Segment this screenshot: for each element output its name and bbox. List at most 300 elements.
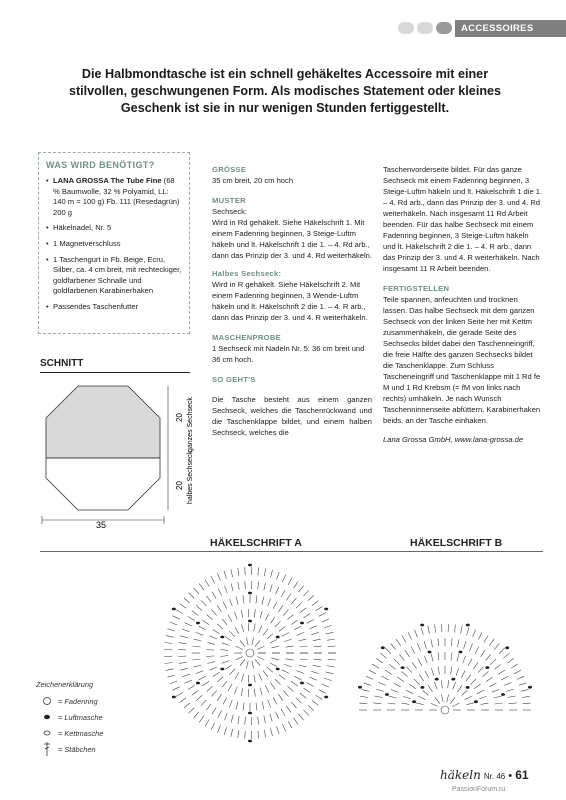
stitch-mark <box>309 677 316 680</box>
chain-dot <box>459 651 463 654</box>
stitch-mark <box>314 659 322 660</box>
stitch-mark <box>270 640 277 644</box>
stitch-mark <box>461 626 463 634</box>
chain-dot <box>501 693 505 696</box>
stitch-mark <box>205 580 209 587</box>
stitch-mark <box>241 688 243 696</box>
stitch-mark <box>461 671 465 678</box>
stitch-mark <box>294 676 301 680</box>
stitch-mark <box>438 652 439 660</box>
legend-row <box>36 725 103 741</box>
stitch-mark <box>326 672 334 674</box>
chain-dot <box>276 668 280 671</box>
stitch-mark <box>451 638 452 646</box>
stitch-mark <box>271 683 276 690</box>
stitch-mark <box>374 696 382 698</box>
stitch-mark <box>294 718 299 725</box>
stitch-mark <box>258 567 259 575</box>
stitch-mark <box>435 625 436 633</box>
stitch-mark <box>168 629 176 631</box>
stitch-mark <box>199 716 204 723</box>
stitch-mark <box>265 686 269 693</box>
stitch-mark <box>522 696 530 697</box>
stitch-mark <box>185 623 192 626</box>
stitch-mark <box>462 690 468 695</box>
stitch-mark <box>279 627 285 632</box>
stitch-mark <box>307 683 314 687</box>
stitch-mark <box>521 689 529 691</box>
stitch-mark <box>489 683 496 687</box>
chain-dot <box>324 696 328 699</box>
legend-row <box>36 709 103 725</box>
stitch-mark <box>458 685 463 692</box>
diagram-b-title: HÄKELSCHRIFT B <box>410 537 503 549</box>
stitch-mark <box>206 650 214 651</box>
stitch-mark <box>241 674 243 682</box>
page-footer <box>440 768 529 782</box>
chain-dot <box>196 682 200 685</box>
stitch-mark <box>268 599 271 606</box>
chain-dot <box>300 682 304 685</box>
stitch-mark <box>264 568 266 576</box>
stitch-mark <box>477 690 484 694</box>
stitch-mark <box>188 617 195 621</box>
dot-icon <box>436 22 452 34</box>
half-hexagon-label: halbes Sechseck <box>187 451 194 504</box>
stitch-mark <box>170 681 178 684</box>
stitch-mark <box>246 637 248 645</box>
stitch-mark <box>291 702 296 708</box>
issue-number: Nr. 46 <box>483 772 506 781</box>
stitch-mark <box>409 684 416 689</box>
stitch-mark <box>225 637 232 641</box>
stitch-mark <box>236 702 238 710</box>
stitch-mark <box>222 619 227 625</box>
chain-dot <box>385 693 389 696</box>
stitch-mark <box>282 575 285 582</box>
stitch-mark <box>231 569 233 577</box>
stitch-mark <box>379 682 386 685</box>
stitch-mark <box>308 595 314 600</box>
chain-dot <box>220 636 224 639</box>
stitch-mark <box>189 593 195 599</box>
dot-icon <box>398 22 414 34</box>
stitch-mark <box>360 696 368 697</box>
stitch-mark <box>486 677 493 682</box>
stitch-mark <box>482 672 488 677</box>
stitch-mark <box>287 686 293 691</box>
stitch-mark <box>291 598 296 604</box>
stitch-mark <box>481 650 485 657</box>
stitch-mark <box>224 727 226 735</box>
stitch-mark <box>180 698 187 703</box>
stitch-mark <box>240 641 245 647</box>
chart-a-symbols <box>164 564 336 743</box>
stitch-mark <box>486 654 491 660</box>
stitch-mark <box>319 690 326 694</box>
stitch-mark <box>284 664 292 667</box>
stitch-mark <box>376 658 382 663</box>
stitch-mark <box>466 674 471 681</box>
stitch-mark <box>297 632 304 635</box>
height-label-bottom: 20 <box>175 481 184 490</box>
stitch-mark <box>257 646 264 649</box>
stitch-mark <box>373 703 381 704</box>
stitch-mark <box>176 693 183 697</box>
stitch-mark <box>504 682 511 685</box>
stitch-mark <box>243 595 244 603</box>
stitch-mark <box>494 643 499 649</box>
stitch-mark <box>314 646 322 647</box>
legend-label: = Fadenring <box>58 696 98 706</box>
chain-dot <box>248 620 252 623</box>
stitch-mark <box>168 675 176 677</box>
stitch-mark <box>270 728 272 736</box>
stitch-mark <box>245 731 246 739</box>
diagram-a-title: HÄKELSCHRIFT A <box>210 537 302 549</box>
stitch-mark <box>225 713 228 721</box>
stitch-mark <box>206 656 214 657</box>
stitch-mark <box>277 572 280 580</box>
materials-title: WAS WIRD BENÖTIGT? <box>46 160 155 170</box>
stitch-mark <box>434 682 437 690</box>
stitch-mark <box>254 675 255 683</box>
stitch-mark <box>211 723 215 730</box>
legend-label: = Kettmasche <box>58 728 104 738</box>
stitch-mark <box>173 687 180 691</box>
chain-dot <box>300 622 304 625</box>
stitch-mark <box>291 620 298 625</box>
stitch-mark <box>194 588 199 594</box>
magic-ring-icon <box>36 696 58 706</box>
stitch-mark <box>327 666 335 667</box>
stitch-mark <box>425 671 429 678</box>
stitch-mark <box>385 670 392 674</box>
stitch-mark <box>276 587 279 594</box>
chain-dot <box>435 678 439 681</box>
stitch-mark <box>297 671 304 674</box>
stitch-mark <box>296 698 302 704</box>
stitch-mark <box>389 664 395 669</box>
stitch-mark <box>263 671 268 678</box>
stitch-mark <box>470 644 473 651</box>
stitch-mark <box>291 681 298 686</box>
stitch-mark <box>228 684 232 691</box>
stitch-mark <box>478 667 483 673</box>
chain-dot <box>401 666 405 669</box>
stitch-mark <box>234 612 237 619</box>
legend-title: Zeichenerklärung <box>36 680 94 689</box>
height-label-top: 20 <box>175 413 184 422</box>
stitch-mark <box>260 611 262 619</box>
stitch-mark <box>202 681 209 686</box>
stitch-mark <box>475 647 479 654</box>
stitch-mark <box>452 703 459 706</box>
stitch-mark <box>304 614 311 618</box>
stitch-mark <box>220 650 228 651</box>
stitch-mark <box>402 672 408 677</box>
chain-dot <box>172 696 176 699</box>
stitch-mark <box>258 731 259 739</box>
stitch-mark <box>431 639 433 647</box>
stitch-mark <box>277 726 280 734</box>
stitch-mark <box>276 712 279 719</box>
stitch-mark <box>254 689 255 697</box>
stitch-mark <box>246 661 248 669</box>
stitch-mark <box>416 703 424 705</box>
stitch-mark <box>328 659 336 660</box>
chain-dot <box>420 686 424 689</box>
stitch-mark <box>394 683 401 687</box>
chain-dot <box>381 646 385 649</box>
stitch-mark <box>210 667 217 670</box>
stitch-mark <box>406 690 413 694</box>
stitch-mark <box>362 689 370 691</box>
stitch-mark <box>519 683 527 686</box>
stitch-mark <box>402 703 410 704</box>
instructions-column-3 <box>383 164 543 445</box>
stitch-mark <box>199 676 206 680</box>
legend-row <box>36 693 103 709</box>
chain-dot <box>358 686 362 689</box>
stitch-mark <box>414 679 420 685</box>
stitch-mark <box>194 639 202 641</box>
double-crochet-icon <box>36 741 58 757</box>
stitch-mark <box>283 690 288 696</box>
stitch-mark <box>363 683 371 686</box>
stitch-mark <box>467 627 469 635</box>
stitch-mark <box>231 715 233 723</box>
stitch-mark <box>438 667 439 675</box>
schnitt-diagram <box>36 378 196 528</box>
stitch-mark <box>196 632 203 635</box>
stitch-mark <box>235 672 239 679</box>
stitch-mark <box>282 724 285 731</box>
stitch-mark <box>282 670 289 674</box>
stitch-mark <box>484 636 488 643</box>
stitch-mark <box>294 582 299 589</box>
stitch-mark <box>465 696 472 700</box>
stitch-mark <box>196 671 203 674</box>
stitch-mark <box>194 665 202 667</box>
stitch-mark <box>268 700 271 707</box>
stitch-mark <box>381 653 387 658</box>
stitch-mark <box>254 609 255 617</box>
stitch-mark <box>206 596 211 602</box>
stitch-mark <box>192 611 198 616</box>
finishing-text: Teile spannen, anfeuchten und trocknen lassen. Das halbe Sechseck mit dem ganzen Sechseck von der linken Seite her mit Kettm zusammenhäkeln, die gerade Seite des Sechsecks bildet dabei den Taschenneingriff, die freie Hälfte des ganzen Sechsecks bildet die Taschenklappe. Zum Schluss Tascheneingriff und Taschenklappe mit 1 Rd fe M und 1 Rd Krebsm (= fM von links nach rechts) umhäkeln. Je nach Wunsch Taschenninnenseite abfüttern. Karabinerhaken beids. an der Tasche einhaken. <box>383 295 541 425</box>
chain-dot <box>248 740 252 743</box>
stitch-mark <box>421 627 423 635</box>
width-label: 35 <box>96 520 107 528</box>
stitch-mark <box>205 720 209 727</box>
stitch-mark <box>499 648 505 654</box>
stitch-mark <box>207 643 215 645</box>
chain-dot <box>420 624 424 627</box>
page-number: 61 <box>515 768 529 782</box>
stitch-mark <box>270 714 272 722</box>
stitch-mark <box>241 610 243 618</box>
pattern-text-hexagon: Wird in Rd gehäkelt. Siehe Häkelschrift 1. Mit einem Fadenring beginnen, 3 Steige-Luftm häkeln und lt. Häkelschrift 1 die 1. – 4. Rd arb., dann das Prinzip der 3. und 4. Rd weiterhäkeln. <box>212 218 372 260</box>
stitch-mark <box>218 573 221 580</box>
stitch-mark <box>492 689 499 692</box>
stitch-mark <box>240 659 245 665</box>
stitch-mark <box>299 639 307 641</box>
watermark: PassionForum.ru <box>452 786 506 793</box>
stitch-mark <box>245 717 246 725</box>
stitch-mark <box>236 597 238 605</box>
stitch-mark <box>286 646 294 647</box>
stitch-mark <box>212 592 216 599</box>
chain-dot <box>248 564 252 567</box>
stitch-mark <box>217 624 223 629</box>
chain-dot <box>412 700 416 703</box>
legend-label: = Stäbchen <box>58 744 96 754</box>
stitch-mark <box>238 716 239 724</box>
stitch-mark <box>300 693 306 698</box>
stitch-mark <box>424 641 426 649</box>
stitch-mark <box>218 725 221 732</box>
stitch-mark <box>316 695 323 699</box>
stitch-mark <box>494 696 502 698</box>
stitch-mark <box>255 641 260 647</box>
stitch-mark <box>170 622 178 625</box>
stitch-mark <box>267 634 273 639</box>
stitch-mark <box>258 582 259 590</box>
stitch-mark <box>311 671 319 673</box>
material-item: • Passendes Taschenfutter <box>46 302 183 313</box>
stitch-mark <box>234 687 237 694</box>
material-yarn-details: (68 % Baumwolle, 32 % Polyamid, LL: 140 m = 100 g) Fb. 111 (Resedagrün) 200 g <box>53 176 180 217</box>
stitch-mark <box>225 665 232 669</box>
stitch-mark <box>514 670 521 674</box>
stitch-mark <box>319 613 326 617</box>
stitch-mark <box>165 643 173 644</box>
stitch-mark <box>265 613 269 620</box>
stitch-mark <box>382 676 389 680</box>
chart-b-symbols <box>358 624 532 714</box>
chain-dot <box>172 608 176 611</box>
stitch-mark <box>313 639 321 641</box>
size-text: 35 cm breit, 20 cm hoch <box>212 176 294 185</box>
stitch-mark <box>399 654 404 660</box>
schnitt-title: SCHNITT <box>40 358 84 369</box>
stitch-mark <box>418 696 425 700</box>
stitch-mark <box>419 674 424 681</box>
chain-dot <box>428 651 432 654</box>
stitch-mark <box>279 675 285 680</box>
stitch-mark <box>188 685 195 689</box>
stitch-mark <box>228 615 232 622</box>
howto-heading: SO GEHT'S <box>212 375 256 384</box>
stitch-mark <box>217 694 222 701</box>
gauge-heading: MASCHENPROBE <box>212 333 281 342</box>
stitch-mark <box>498 670 505 674</box>
stitch-mark <box>278 605 283 612</box>
stitch-mark <box>202 620 209 625</box>
chain-dot <box>324 608 328 611</box>
stitch-mark <box>457 654 459 662</box>
stitch-mark <box>304 688 311 692</box>
stitch-mark <box>236 646 243 649</box>
stitch-mark <box>229 700 232 707</box>
stitch-mark <box>223 697 227 704</box>
finishing-heading: FERTIGSTELLEN <box>383 284 450 293</box>
pattern-sub-half: Halbes Sechseck: <box>212 269 282 278</box>
stitch-mark <box>194 712 199 718</box>
stitch-mark <box>299 714 304 720</box>
stitch-mark <box>259 626 262 633</box>
stitch-mark <box>196 695 202 700</box>
stitch-mark <box>300 608 306 613</box>
stitch-mark <box>435 698 440 704</box>
stitch-mark <box>407 667 412 673</box>
stitch-mark <box>389 696 397 698</box>
stitch-mark <box>456 668 459 676</box>
stitch-mark <box>431 668 434 676</box>
stitch-mark <box>431 703 438 706</box>
stitch-mark <box>224 571 226 579</box>
stitch-mark <box>201 700 206 706</box>
dot-icon <box>417 22 433 34</box>
stitch-mark <box>217 605 222 612</box>
stitch-mark <box>281 590 285 597</box>
stitch-mark <box>238 730 239 738</box>
stitch-mark <box>252 661 254 669</box>
stitch-mark <box>238 568 239 576</box>
stitch-mark <box>511 664 518 668</box>
stitch-mark <box>451 667 452 675</box>
magazine-brand: häkeln <box>440 768 481 782</box>
stitch-mark <box>271 617 276 624</box>
stitch-mark <box>267 667 273 672</box>
stitch-mark <box>166 636 174 638</box>
stitch-mark <box>391 643 396 649</box>
stitch-mark <box>222 681 227 687</box>
stitch-mark <box>243 703 244 711</box>
stitch-mark <box>296 603 302 609</box>
stitch-mark <box>179 643 187 644</box>
chain-dot <box>248 592 252 595</box>
stitch-mark <box>495 703 503 704</box>
material-item <box>46 176 183 218</box>
legend-row <box>36 741 103 757</box>
stitch-mark <box>473 630 476 638</box>
stitch-mark <box>165 663 173 664</box>
stitch-mark <box>213 630 220 634</box>
stitch-mark <box>258 717 259 725</box>
stitch-mark <box>479 696 487 699</box>
stitch-mark <box>271 658 279 660</box>
chain-dot <box>196 622 200 625</box>
stitch-mark <box>322 684 329 687</box>
stitch-mark <box>238 582 239 590</box>
howto-text-part1: Die Tasche besteht aus einem ganzen Sechseck, welches die Taschenrückwand und die Taschenklappe bildet, und einem halben Sechseck, welches die <box>212 395 372 437</box>
stitch-mark <box>324 678 332 681</box>
gauge-text: 1 Sechseck mit Nadeln Nr. 5: 36 cm breit und 36 cm hoch. <box>212 344 365 364</box>
stitch-mark <box>471 679 477 685</box>
half-hexagon <box>46 458 160 510</box>
stitch-mark <box>311 632 319 634</box>
stitch-mark <box>454 625 455 633</box>
stitch-mark <box>396 639 401 646</box>
stitch-mark <box>184 598 190 603</box>
footer-separator: • <box>508 770 513 782</box>
stitch-mark <box>313 665 321 667</box>
stitch-mark <box>503 653 509 658</box>
stitch-mark <box>441 680 442 688</box>
stitch-mark <box>299 665 307 667</box>
